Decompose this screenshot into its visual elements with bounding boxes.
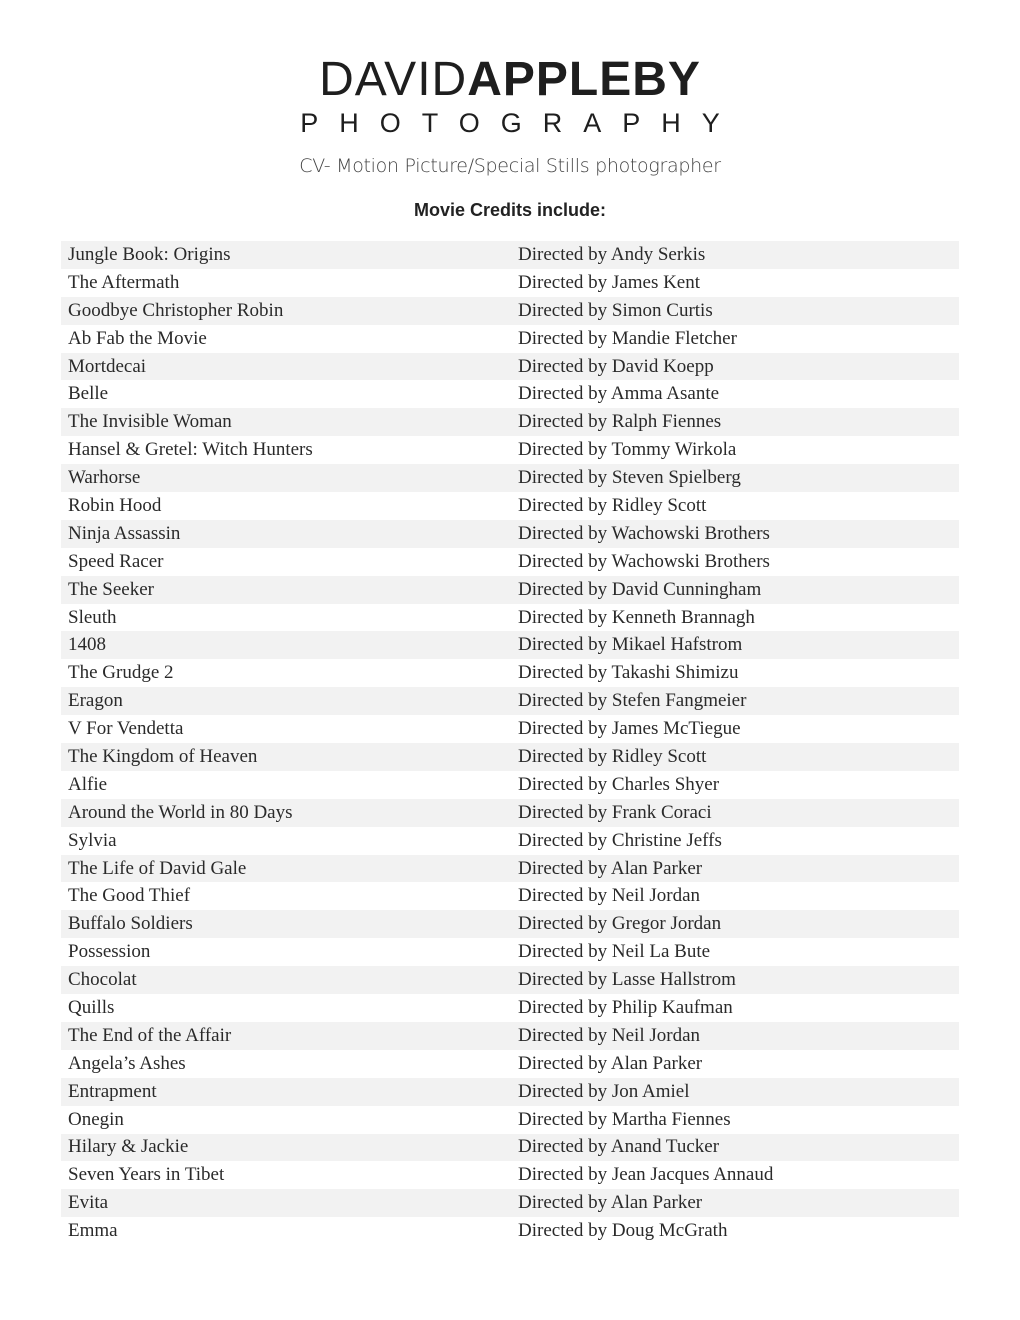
movie-title: Angela’s Ashes	[68, 1052, 186, 1074]
movie-title: The Invisible Woman	[68, 411, 232, 433]
movie-director: Directed by David Cunningham	[518, 578, 762, 600]
movie-director: Directed by Kenneth Brannagh	[518, 606, 755, 628]
movie-title: Sleuth	[68, 606, 117, 628]
credits-table	[61, 241, 959, 1245]
table-row	[61, 882, 959, 910]
movie-director: Directed by Neil La Bute	[518, 941, 711, 963]
movie-title: Seven Years in Tibet	[68, 1164, 225, 1186]
section-heading: Movie Credits include:	[413, 200, 607, 220]
movie-director: Directed by Charles Shyer	[518, 773, 720, 795]
movie-title: Alfie	[68, 773, 108, 795]
table-row	[61, 827, 959, 855]
movie-title: Around the World in 80 Days	[68, 801, 293, 823]
movie-title: The Aftermath	[68, 271, 180, 293]
movie-director: Directed by Stefen Fangmeier	[518, 690, 747, 712]
movie-title: The Kingdom of Heaven	[68, 745, 258, 767]
table-row	[61, 408, 959, 436]
table-row	[61, 1161, 959, 1189]
movie-director: Directed by Amma Asante	[518, 383, 720, 405]
movie-title: The Grudge 2	[68, 662, 174, 684]
movie-director: Directed by Ridley Scott	[518, 494, 707, 516]
table-row	[61, 1050, 959, 1078]
table-row	[61, 743, 959, 771]
table-row	[61, 938, 959, 966]
movie-title: The Life of David Gale	[68, 857, 247, 879]
table-row	[61, 269, 959, 297]
movie-director: Directed by Frank Coraci	[518, 801, 712, 823]
table-row	[61, 994, 959, 1022]
movie-title: Hansel & Gretel: Witch Hunters	[68, 439, 313, 461]
logo-tagline: PHOTOGRAPHY	[300, 108, 741, 138]
table-row	[61, 576, 959, 604]
movie-director: Directed by Gregor Jordan	[518, 913, 722, 935]
movie-director: Directed by Neil Jordan	[518, 885, 701, 907]
movie-title: Sylvia	[68, 829, 117, 851]
movie-title: The Seeker	[68, 578, 154, 600]
movie-director: Directed by Tommy Wirkola	[518, 439, 737, 461]
table-row	[61, 1106, 959, 1134]
movie-title: The End of the Affair	[68, 1024, 232, 1046]
movie-title: Ninja Assassin	[68, 522, 181, 544]
movie-director: Directed by Steven Spielberg	[518, 467, 741, 489]
movie-title: Evita	[68, 1192, 109, 1214]
table-row	[61, 659, 959, 687]
movie-director: Directed by Christine Jeffs	[518, 829, 722, 851]
logo-name-last: APPLEBY	[467, 53, 701, 106]
movie-director: Directed by James McTiegue	[518, 718, 741, 740]
table-row	[61, 687, 959, 715]
table-row	[61, 771, 959, 799]
table-row	[61, 492, 959, 520]
logo-name	[0, 53, 1020, 106]
table-row	[61, 855, 959, 883]
table-row	[61, 1022, 959, 1050]
table-row	[61, 1134, 959, 1162]
movie-director: Directed by Takashi Shimizu	[518, 662, 739, 684]
movie-director: Directed by Mandie Fletcher	[518, 327, 737, 349]
movie-director: Directed by Mikael Hafstrom	[518, 634, 743, 656]
movie-director: Directed by Ridley Scott	[518, 745, 707, 767]
movie-title: Hilary & Jackie	[68, 1136, 189, 1158]
table-row	[61, 631, 959, 659]
table-row	[61, 604, 959, 632]
movie-title: 1408	[68, 634, 106, 656]
logo-name-first: DAVID	[319, 53, 468, 106]
table-row	[61, 353, 959, 381]
table-row	[61, 1078, 959, 1106]
movie-director: Directed by Andy Serkis	[518, 243, 706, 265]
table-row	[61, 464, 959, 492]
movie-title: Jungle Book: Origins	[68, 243, 231, 265]
movie-director: Directed by Doug McGrath	[518, 1220, 728, 1242]
table-row	[61, 297, 959, 325]
movie-title: Warhorse	[68, 467, 141, 489]
movie-title: Ab Fab the Movie	[68, 327, 207, 349]
movie-title: Speed Racer	[68, 550, 164, 572]
movie-director: Directed by Alan Parker	[518, 857, 703, 879]
table-row	[61, 715, 959, 743]
movie-title: The Good Thief	[68, 885, 191, 907]
table-row	[61, 548, 959, 576]
movie-title: Quills	[68, 996, 115, 1018]
movie-title: Eragon	[68, 690, 123, 712]
movie-director: Directed by Martha Fiennes	[518, 1108, 731, 1130]
movie-title: Mortdecai	[68, 355, 147, 377]
table-row	[61, 520, 959, 548]
movie-title: Robin Hood	[68, 494, 162, 516]
movie-director: Directed by Alan Parker	[518, 1052, 703, 1074]
table-row	[61, 799, 959, 827]
movie-director: Directed by Wachowski Brothers	[518, 550, 770, 572]
table-row	[61, 380, 959, 408]
table-row	[61, 910, 959, 938]
movie-title: Chocolat	[68, 969, 137, 991]
movie-director: Directed by Ralph Fiennes	[518, 411, 722, 433]
movie-title: Goodbye Christopher Robin	[68, 299, 284, 321]
movie-director: Directed by James Kent	[518, 271, 701, 293]
movie-director: Directed by Philip Kaufman	[518, 996, 733, 1018]
movie-director: Directed by Alan Parker	[518, 1192, 703, 1214]
movie-title: Buffalo Soldiers	[68, 913, 193, 935]
table-row	[61, 436, 959, 464]
logo	[0, 53, 1020, 138]
movie-title: Belle	[68, 383, 109, 405]
table-row	[61, 241, 959, 269]
table-row	[61, 1189, 959, 1217]
movie-director: Directed by Simon Curtis	[518, 299, 713, 321]
movie-director: Directed by Lasse Hallstrom	[518, 969, 736, 991]
movie-director: Directed by Jean Jacques Annaud	[518, 1164, 774, 1186]
page-subtitle: CV- Motion Picture/Special Stills photographer	[299, 155, 721, 177]
table-row	[61, 966, 959, 994]
movie-title: Onegin	[68, 1108, 124, 1130]
movie-title: Entrapment	[68, 1080, 157, 1102]
movie-director: Directed by David Koepp	[518, 355, 714, 377]
movie-title: Possession	[68, 941, 151, 963]
movie-title: V For Vendetta	[68, 718, 184, 740]
movie-director: Directed by Neil Jordan	[518, 1024, 701, 1046]
movie-director: Directed by Jon Amiel	[518, 1080, 690, 1102]
table-row	[61, 325, 959, 353]
table-row	[61, 1217, 959, 1245]
movie-director: Directed by Wachowski Brothers	[518, 522, 770, 544]
movie-title: Emma	[68, 1220, 118, 1242]
movie-director: Directed by Anand Tucker	[518, 1136, 720, 1158]
